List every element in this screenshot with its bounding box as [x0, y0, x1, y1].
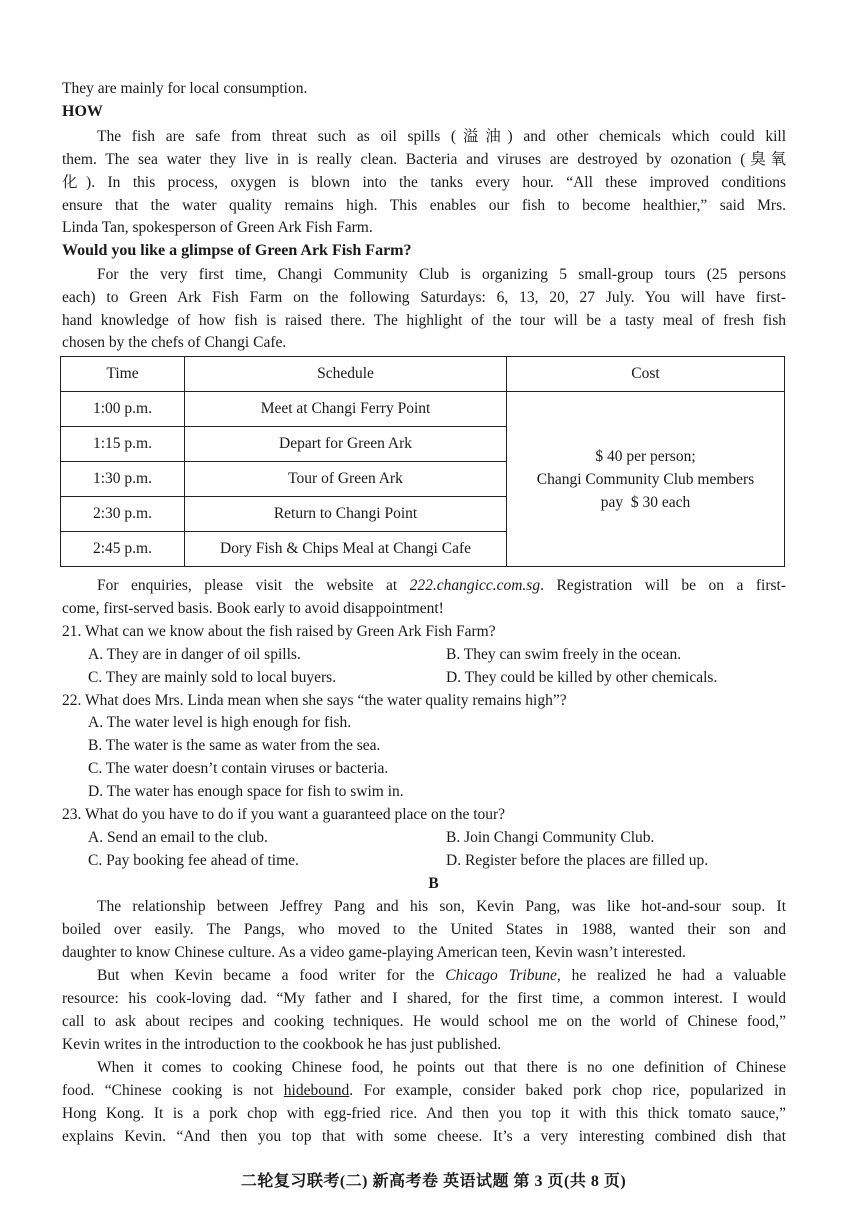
tour-schedule-table: [60, 356, 785, 567]
option-a: A. The water level is high enough for fish.: [88, 714, 352, 731]
text-span: But when Kevin became a food writer for the: [97, 967, 446, 984]
option-b: B. The water is the same as water from the sea.: [88, 737, 381, 754]
question-stem: 22. What does Mrs. Linda mean when she says “the water quality remains high”?: [62, 692, 567, 709]
text-span: food. “Chinese cooking is not: [62, 1082, 284, 1099]
option-d: D. The water has enough space for fish to swim in.: [88, 783, 404, 800]
paragraph-line: The fish are safe from threat such as oil spills (溢油) and other chemicals which could kill: [97, 128, 786, 145]
page-footer: 二轮复习联考(二) 新高考卷 英语试题 第 3 页(共 8 页): [240, 1173, 627, 1190]
schedule-cell: Tour of Green Ark: [185, 462, 507, 497]
paragraph-line: resource: his cook-loving dad. “My father and I shared, for the first time, a common interest. I would: [62, 990, 786, 1007]
paragraph-line: For the very first time, Changi Community Club is organizing 5 small-group tours (25 persons: [97, 266, 786, 283]
option-a: A. They are in danger of oil spills.: [88, 646, 301, 663]
paragraph-line: When it comes to cooking Chinese food, he points out that there is no one definition of Chinese: [97, 1059, 786, 1076]
option-a: A. Send an email to the club.: [88, 829, 268, 846]
table-header: Time: [61, 357, 185, 392]
paragraph-line: hand knowledge of how fish is raised there. The highlight of the tour will be a tasty meal of fresh fish: [62, 312, 786, 329]
paragraph-line: 化). In this process, oxygen is blown into the tanks every hour. “All these improved conditions: [62, 174, 786, 191]
underlined-word: hidebound: [283, 1082, 350, 1099]
paragraph-line: chosen by the chefs of Changi Cafe.: [62, 334, 287, 351]
paragraph-line: Kevin writes in the introduction to the cookbook he has just published.: [62, 1036, 502, 1053]
option-d: D. They could be killed by other chemicals.: [446, 669, 718, 686]
paragraph-line: [62, 1080, 786, 1101]
glimpse-heading: Would you like a glimpse of Green Ark Fish Farm?: [62, 242, 412, 259]
schedule-cell: Return to Changi Point: [185, 497, 507, 532]
intro-line: They are mainly for local consumption.: [62, 80, 308, 97]
question-stem: 23. What do you have to do if you want a guaranteed place on the tour?: [62, 806, 506, 823]
time-cell: 1:15 p.m.: [61, 427, 185, 462]
enquiry-line-2: come, first-served basis. Book early to avoid disappointment!: [62, 600, 444, 617]
enquiry-url: 222.changicc.com.sg: [409, 577, 541, 594]
time-cell: 1:00 p.m.: [61, 392, 185, 427]
paragraph-line: them. The sea water they live in is really clean. Bacteria and viruses are destroyed by ozonation (臭氧: [62, 151, 786, 168]
enquiry-text: . Registration will be on a first-: [540, 577, 786, 594]
section-b-label: B: [428, 875, 439, 892]
paragraph-line: The relationship between Jeffrey Pang and his son, Kevin Pang, was like hot-and-sour soup. It: [97, 898, 786, 915]
paragraph-line: [97, 965, 786, 986]
how-heading: HOW: [62, 103, 103, 120]
option-b: B. Join Changi Community Club.: [446, 829, 655, 846]
text-span: . For example, consider baked pork chop rice, popularized in: [349, 1082, 786, 1099]
time-cell: 2:30 p.m.: [61, 497, 185, 532]
table-header: Cost: [507, 357, 785, 392]
table-header: Schedule: [185, 357, 507, 392]
paragraph-line: each) to Green Ark Fish Farm on the following Saturdays: 6, 13, 20, 27 July. You will have first-: [62, 289, 786, 306]
table-row: [61, 392, 785, 427]
paragraph-line: Linda Tan, spokesperson of Green Ark Fish Farm.: [62, 219, 373, 236]
paragraph-line: call to ask about recipes and cooking techniques. He would school me on the world of Chinese food,”: [62, 1013, 786, 1030]
enquiry-line: [97, 575, 786, 596]
time-cell: 1:30 p.m.: [61, 462, 185, 497]
paragraph-line: boiled over easily. The Pangs, who moved to the United States in 1988, wanted their son and: [62, 921, 786, 938]
option-d: D. Register before the places are filled up.: [446, 852, 709, 869]
schedule-cell: Meet at Changi Ferry Point: [185, 392, 507, 427]
schedule-cell: Depart for Green Ark: [185, 427, 507, 462]
enquiry-text: For enquiries, please visit the website at: [97, 577, 410, 594]
cost-line: $ 40 per person;: [595, 447, 696, 465]
paragraph-line: ensure that the water quality remains high. This enables our fish to become healthier,” said Mrs.: [62, 197, 786, 214]
paragraph-line: explains Kevin. “And then you top that with some cheese. It’s a very interesting combined dish that: [62, 1128, 786, 1145]
paragraph-line: Hong Kong. It is a pork chop with egg-fried rice. And then you top it with this thick tomato sauce,”: [62, 1105, 786, 1122]
text-span: , he realized he had a valuable: [556, 967, 786, 984]
cost-line: pay $ 30 each: [600, 493, 691, 511]
table-header-row: [61, 357, 785, 392]
option-c: C. The water doesn’t contain viruses or bacteria.: [88, 760, 389, 777]
cost-cell: [507, 392, 785, 567]
option-c: C. They are mainly sold to local buyers.: [88, 669, 337, 686]
time-cell: 2:45 p.m.: [61, 532, 185, 567]
newspaper-title: Chicago Tribune: [445, 967, 557, 984]
paragraph-line: daughter to know Chinese culture. As a video game-playing American teen, Kevin wasn’t interested.: [62, 944, 686, 961]
cost-line: Changi Community Club members: [536, 470, 755, 488]
question-stem: 21. What can we know about the fish raised by Green Ark Fish Farm?: [62, 623, 496, 640]
option-b: B. They can swim freely in the ocean.: [446, 646, 682, 663]
schedule-cell: Dory Fish & Chips Meal at Changi Cafe: [185, 532, 507, 567]
option-c: C. Pay booking fee ahead of time.: [88, 852, 299, 869]
